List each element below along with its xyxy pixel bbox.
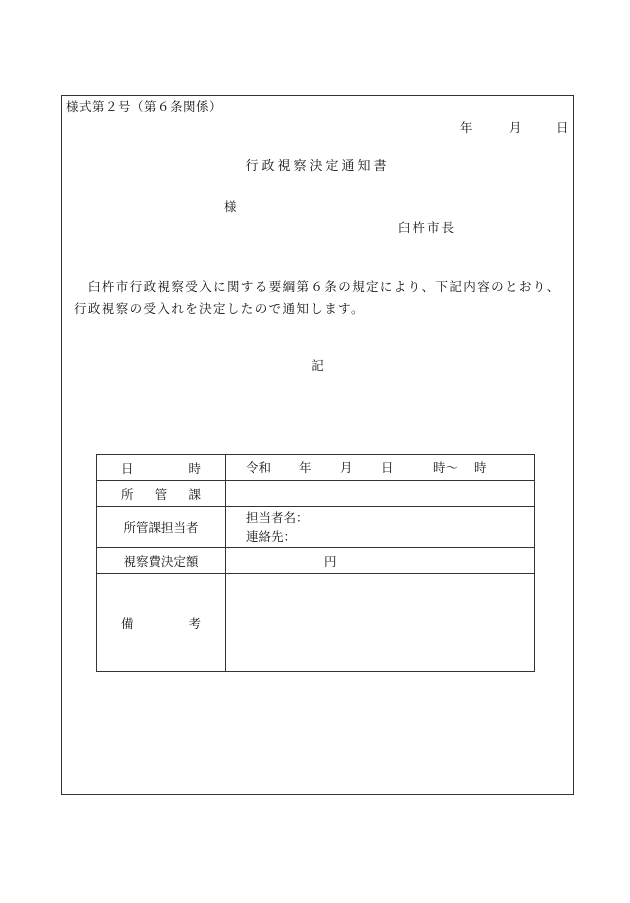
remarks-label-b: 考 — [188, 615, 201, 631]
fee-label: 視察費決定額 — [97, 548, 226, 574]
table-row-fee — [97, 548, 535, 574]
department-label-c: 課 — [188, 486, 201, 502]
table-row-contact — [97, 507, 535, 548]
contact-phone-label: 連絡先： — [246, 529, 297, 544]
fee-unit: 円 — [324, 553, 337, 569]
body-paragraph: 臼杵市行政視察受入に関する要綱第６条の規定により、下記内容のとおり、行政視察の受入れを決定したので通知します。 — [74, 279, 561, 316]
datetime-label — [97, 455, 226, 481]
table-row-datetime — [97, 455, 535, 481]
document-frame — [61, 95, 574, 795]
table-row-department — [97, 481, 535, 507]
datetime-label-b: 時 — [188, 460, 201, 476]
department-label-b: 管 — [154, 486, 168, 502]
issuer-name: 臼杵市長 — [398, 220, 457, 235]
datetime-time-to: 時 — [474, 459, 487, 475]
datetime-era: 令和 — [246, 459, 272, 475]
contact-value — [226, 507, 535, 548]
remarks-label — [97, 574, 226, 672]
contact-label: 所管課担当者 — [97, 507, 226, 548]
department-label — [97, 481, 226, 507]
datetime-value — [226, 455, 535, 481]
remarks-label-a: 備 — [121, 615, 134, 631]
datetime-label-a: 日 — [121, 460, 134, 476]
department-label-a: 所 — [121, 486, 134, 502]
details-table — [96, 454, 535, 672]
datetime-time-from: 時～ — [433, 459, 459, 475]
addressee-suffix: 様 — [224, 199, 237, 214]
document-title: 行政視察決定通知書 — [245, 159, 390, 174]
remarks-value — [226, 574, 535, 672]
datetime-day: 日 — [381, 459, 394, 475]
contact-person-label: 担当者名： — [246, 510, 309, 525]
date-month: 月 — [509, 120, 522, 135]
datetime-month: 月 — [340, 459, 353, 475]
datetime-year: 年 — [299, 459, 312, 475]
table-row-remarks — [97, 574, 535, 672]
form-number: 様式第２号（第６条関係） — [66, 99, 223, 114]
ki-heading: 記 — [311, 358, 324, 373]
department-value — [226, 481, 535, 507]
date-day: 日 — [556, 120, 569, 135]
fee-value — [226, 548, 535, 574]
date-year: 年 — [460, 120, 473, 135]
